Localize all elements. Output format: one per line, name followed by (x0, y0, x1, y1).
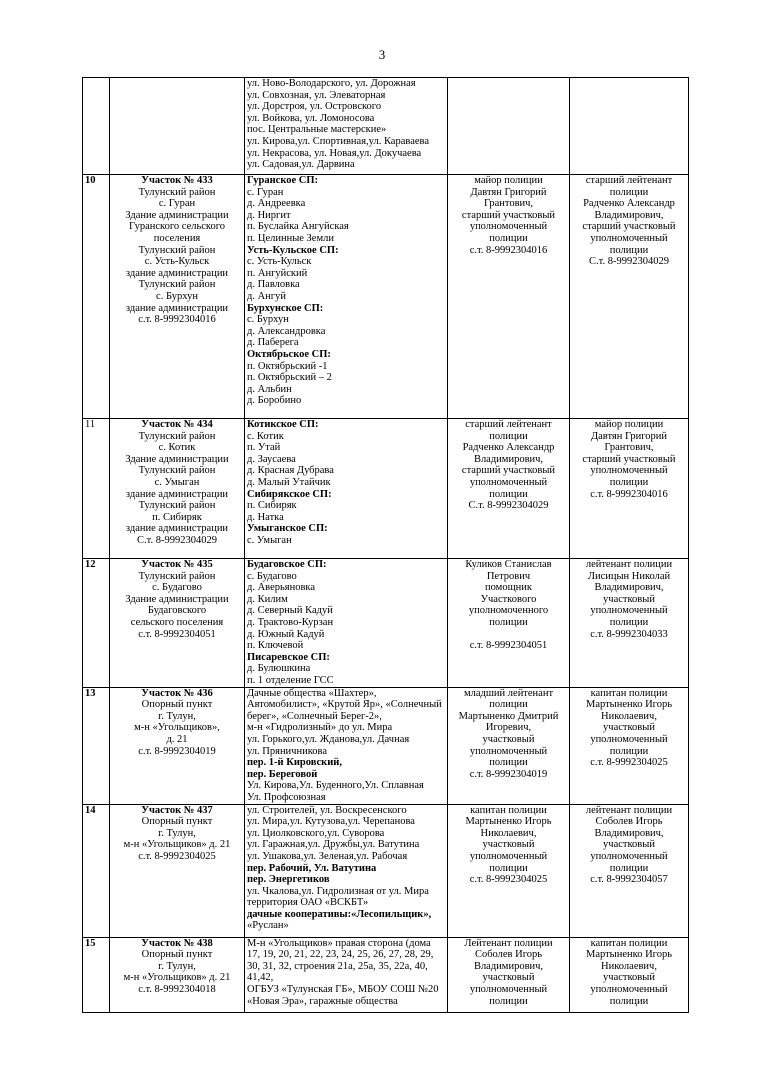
streets-cell-line: пер. Береговой (247, 768, 318, 780)
station-cell-line: с.т. 8-9992304019 (138, 745, 216, 757)
station-cell-line: с. Усть-Кульск (144, 256, 210, 268)
deputy-cell-line: Владимирович, (594, 209, 664, 221)
deputy-cell-line: лейтенант полиции (585, 559, 673, 570)
station-cell (110, 937, 245, 1012)
streets-cell-line: ул. Ново-Володарского, ул. Дорожная (247, 78, 416, 89)
officer-cell (448, 419, 570, 559)
officer-cell (448, 175, 570, 419)
streets-cell-line: Умыганское СП: (247, 523, 328, 535)
officer-cell-line: уполномоченный (469, 221, 548, 233)
streets-cell-line: пер. Рабочий, Ул. Ватутина (247, 862, 377, 874)
officer-cell-line: Давтян Григорий (470, 186, 547, 198)
officer-cell-line: Участкового (480, 593, 537, 605)
deputy-cell-line: уполномоченный (590, 850, 668, 862)
officer-cell-line: уполномоченный (469, 983, 548, 995)
station-cell-line: с. Котик (158, 442, 196, 454)
deputy-cell-line: полиции (609, 186, 649, 198)
streets-cell-line: Ул. Профсоюзная (247, 791, 326, 803)
station-cell-line: поселения (153, 232, 201, 244)
deputy-cell-line: уполномоченный (590, 605, 668, 617)
streets-cell-line: 17, 19, 20, 21, 22, 23, 24, 25, 26, 27, 28, 29, (247, 949, 434, 961)
officer-cell-line: полиции (489, 699, 528, 711)
row-number: 14 (83, 804, 110, 937)
officer-cell (448, 937, 570, 1012)
station-cell-line: м-н «Угольщиков», (134, 722, 220, 734)
streets-cell-line: с. Бурхун (247, 314, 289, 326)
station-cell-line: Тулунский район (138, 465, 216, 477)
deputy-cell-line: полиции (609, 995, 649, 1007)
streets-cell-line: «Новая Эра», гаражные общества (247, 995, 398, 1007)
streets-cell-line: Ул. Кирова,Ул. Буденного,Ул. Сплавная (247, 780, 424, 792)
station-cell (110, 419, 245, 559)
streets-cell-line: Гуранское СП: (247, 175, 319, 186)
officer-cell-line: Грантович, (483, 198, 534, 210)
station-cell-line: с. Будагово (152, 582, 202, 594)
streets-cell-line: п. Ангуйский (247, 267, 308, 279)
officer-cell-line: участковый (482, 972, 535, 984)
streets-cell-line: ул. Садовая,ул. Дарвина (247, 159, 355, 171)
deputy-cell-line: уполномоченный (590, 465, 668, 477)
streets-cell-line: п. Ключевой (247, 640, 304, 652)
station-cell-line: Тулунский район (138, 279, 216, 291)
officer-cell (448, 559, 570, 688)
station-cell-line: г. Тулун, (158, 710, 196, 722)
streets-cell-line: Бурхунское СП: (247, 302, 324, 314)
deputy-cell-line: Соболев Игорь (595, 816, 663, 828)
station-cell-line: здание администрации (125, 523, 229, 535)
streets-cell-line: д. Красная Дубрава (247, 465, 334, 477)
station-cell-line: с. Бурхун (156, 290, 198, 302)
deputy-cell-line: уполномоченный (590, 983, 668, 995)
deputy-cell-line: Владимирович, (594, 827, 664, 839)
streets-cell-line: Писаревское СП: (247, 651, 330, 663)
streets-cell-line: д. Альбин (247, 383, 292, 395)
streets-cell-line: п. Сибиряк (247, 500, 297, 512)
deputy-cell-line: участковый (603, 593, 655, 605)
officer-cell-line: Владимирович, (473, 960, 544, 972)
streets-cell-line: д. Малый Утайчик (247, 476, 331, 488)
officer-cell-line: полиции (489, 232, 528, 244)
streets-cell-line: ОГБУЗ «Тулунская ГБ», МБОУ СОШ №20 (247, 983, 439, 995)
streets-cell (245, 175, 448, 419)
streets-cell-line: берег», «Солнечный Берег-2», (247, 710, 382, 722)
station-cell-line: с.т. 8-9992304018 (138, 983, 216, 995)
station-cell-line: Здание администрации (125, 453, 229, 465)
table-row (83, 937, 689, 1012)
streets-cell-line: с. Будагово (247, 570, 297, 582)
deputy-cell-line: уполномоченный (590, 733, 668, 745)
streets-cell-line: ул. Строителей, ул. Воскресенского (247, 804, 407, 816)
row-number: 12 (83, 559, 110, 688)
station-cell-line: Тулунский район (138, 186, 216, 198)
streets-cell-line: ул. Кирова,ул. Спортивная,ул. Караваева (247, 135, 430, 147)
streets-cell-line: д. Александровка (247, 325, 326, 337)
station-cell-line: Тулунский район (138, 430, 216, 442)
station-cell-line: г. Тулун, (158, 960, 196, 972)
streets-cell-line: М-н «Угольщиков» правая сторона (дома (247, 937, 431, 949)
deputy-cell-line: майор полиции (594, 419, 664, 430)
streets-cell-line: д. Паберега (247, 337, 299, 349)
station-cell-line: Здание администрации (125, 209, 229, 221)
station-cell-line: Участок № 434 (141, 419, 213, 430)
deputy-cell-line: с.т. 8-9992304016 (590, 488, 668, 500)
station-cell-line: Будаговского (147, 605, 207, 617)
deputy-cell-line: Мартыненко Игорь (585, 949, 672, 961)
officer-cell-line: старший участковый (461, 465, 556, 477)
deputy-cell (570, 804, 689, 937)
station-cell (110, 687, 245, 804)
streets-cell-line: ул. Мира,ул. Кутузова,ул. Черепанова (247, 816, 415, 828)
officer-cell-line: полиции (489, 488, 528, 500)
station-cell (110, 78, 245, 175)
station-cell-line: Тулунский район (138, 570, 216, 582)
row-number (83, 78, 110, 175)
streets-cell (245, 419, 448, 559)
streets-cell-line: ул. Пряничникова (247, 745, 327, 757)
officer-cell-line: Радченко Александр (462, 442, 555, 454)
streets-cell-line: д. Павловка (247, 279, 300, 291)
station-cell-line: п. Сибиряк (152, 511, 202, 523)
streets-cell-line: д. Натка (247, 511, 284, 523)
streets-cell-line: Сибирякское СП: (247, 488, 332, 500)
streets-cell-line: ул. Гаражная,ул. Дружбы,ул. Ватутина (247, 839, 420, 851)
streets-cell-line: д. Трактово-Курзан (247, 616, 334, 628)
streets-cell (245, 687, 448, 804)
streets-cell-line: с. Умыган (247, 534, 292, 546)
streets-cell-line: с. Усть-Кульск (247, 256, 312, 268)
streets-cell-line: пер. 1-й Кировский, (247, 757, 342, 769)
officer-cell-line: С.т. 8-9992304029 (468, 500, 549, 512)
streets-cell-line: п. Буслайка Ангуйская (247, 221, 349, 233)
station-cell-line: с. Гуран (158, 198, 196, 210)
officer-cell-line: уполномоченный (469, 476, 548, 488)
deputy-cell-line: С.т. 8-9992304029 (589, 256, 669, 268)
station-cell-line: Участок № 436 (141, 687, 213, 699)
officer-cell-line: уполномоченный (469, 850, 548, 862)
deputy-cell (570, 419, 689, 559)
officer-cell-line: уполномоченного (468, 605, 549, 617)
row-number: 10 (83, 175, 110, 419)
station-cell-line: Тулунский район (138, 244, 216, 256)
table-row (83, 419, 689, 559)
streets-cell-line: д. Аверьяновка (247, 582, 316, 594)
streets-cell (245, 78, 448, 175)
streets-cell-line: п. Октябрьский -1 (247, 360, 328, 372)
deputy-cell-line: полиции (609, 244, 649, 256)
station-cell (110, 559, 245, 688)
deputy-cell-line: полиции (609, 862, 649, 874)
officer-cell-line: Лейтенант полиции (464, 937, 553, 949)
station-cell (110, 175, 245, 419)
officer-cell-line: участковый (482, 839, 535, 851)
station-cell-line: м-н «Угольщиков» д. 21 (123, 839, 231, 851)
row-number: 11 (83, 419, 110, 559)
deputy-cell-line: Лисицын Николай (587, 570, 671, 582)
streets-cell-line: ул. Чкалова,ул. Гидролизная от ул. Мира (247, 885, 429, 897)
station-cell-line: Опорный пункт (141, 816, 213, 828)
streets-cell-line: д. Заусаева (247, 453, 296, 465)
streets-cell-line: территория ОАО «ВСКБТ» (247, 897, 369, 909)
station-cell-line: здание администрации (125, 302, 229, 314)
streets-cell-line: п. Октябрьский – 2 (247, 372, 332, 384)
officer-cell-line: Игоревич, (485, 722, 532, 734)
officer-cell-line: с.т. 8-9992304025 (469, 874, 548, 886)
deputy-cell-line: капитан полиции (590, 687, 668, 699)
streets-cell-line: дачные кооперативы:«Лесопильщик», (247, 908, 432, 920)
officer-cell-line (450, 629, 567, 641)
deputy-cell (570, 78, 689, 175)
streets-cell-line: д. Андреевка (247, 198, 306, 210)
streets-cell (245, 937, 448, 1012)
station-cell-line: здание администрации (125, 488, 229, 500)
station-cell (110, 804, 245, 937)
streets-cell-line: Автомобилист», «Крутой Яр», «Солнечный (247, 699, 442, 711)
station-cell-line: здание администрации (125, 267, 229, 279)
deputy-cell-line: с.т. 8-9992304025 (590, 757, 668, 769)
streets-cell-line: Октябрьское СП: (247, 348, 331, 360)
streets-cell-line: д. Булюшкина (247, 663, 311, 675)
streets-cell-line: п. Утай (247, 442, 281, 454)
officer-cell-line: с.т. 8-9992304016 (469, 244, 548, 256)
streets-cell-line: ул. Войкова, ул. Ломоносова (247, 112, 375, 124)
officer-cell-line: старший участковый (461, 209, 556, 221)
streets-cell-line: Усть-Кульское СП: (247, 244, 339, 256)
officer-cell-line: с.т. 8-9992304051 (469, 640, 548, 652)
station-cell-line: м-н «Угольщиков» д. 21 (123, 972, 231, 984)
deputy-cell (570, 687, 689, 804)
streets-cell-line: п. 1 отделение ГСС (247, 674, 334, 686)
station-cell-line: с.т. 8-9992304051 (138, 628, 216, 640)
officer-cell-line: Николаевич, (480, 827, 537, 839)
table-row (83, 559, 689, 688)
deputy-cell-line: участковый (603, 839, 655, 851)
deputy-cell-line: полиции (609, 745, 649, 757)
officer-cell-line: Соболев Игорь (474, 949, 543, 961)
officer-cell-line: капитан полиции (470, 804, 547, 816)
officer-cell-line: Мартыненко Игорь (465, 816, 552, 828)
streets-cell-line: Котикское СП: (247, 419, 319, 430)
deputy-cell (570, 559, 689, 688)
station-cell-line: с. Умыган (154, 476, 200, 488)
deputy-cell-line: Владимирович, (594, 582, 664, 594)
deputy-cell-line: старший лейтенант (585, 175, 673, 186)
deputy-cell-line: уполномоченный (590, 232, 668, 244)
station-cell-line: Участок № 435 (141, 559, 213, 570)
officer-cell-line: полиции (489, 757, 528, 769)
streets-cell-line: 41,42, (247, 972, 274, 984)
table-row (83, 804, 689, 937)
deputy-cell (570, 937, 689, 1012)
table-row (83, 687, 689, 804)
deputy-cell-line: Николаевич, (601, 960, 657, 972)
deputy-cell-line: старший участковый (582, 221, 676, 233)
officer-cell-line: Владимирович, (473, 453, 544, 465)
station-cell-line: сельского поселения (130, 616, 224, 628)
station-cell-line: Опорный пункт (141, 949, 213, 961)
row-number: 13 (83, 687, 110, 804)
streets-cell-line: ул. Некрасова, ул. Новая,ул. Докучаева (247, 147, 422, 159)
deputy-cell (570, 175, 689, 419)
page-number: 3 (378, 47, 386, 62)
streets-cell-line: с. Гуран (247, 186, 284, 198)
station-cell-line: Опорный пункт (141, 699, 213, 711)
deputy-cell-line: с.т. 8-9992304033 (590, 628, 668, 640)
deputy-cell-line: участковый (603, 722, 655, 734)
officer-cell-line: младший лейтенант (463, 687, 554, 699)
officer-cell-line: помощник (485, 582, 532, 594)
station-cell-line: Гуранского сельского (128, 221, 226, 233)
deputy-cell-line: Мартыненко Игорь (585, 699, 672, 711)
officer-cell-line: Куликов Станислав (465, 559, 552, 570)
row-number: 15 (83, 937, 110, 1012)
deputy-cell-line: Грантович, (604, 442, 654, 454)
streets-cell-line: ул. Циолковского,ул. Суворова (247, 827, 385, 839)
streets-cell-line: д. Южный Кадуй (247, 628, 325, 640)
streets-cell-line: д. Северный Кадуй (247, 605, 333, 617)
streets-cell-line: пер. Энергетиков (247, 874, 330, 886)
deputy-cell-line: старший участковый (582, 453, 676, 465)
streets-cell-line: 30, 31, 32, строения 21а, 25а, 35, 22а, 40, (247, 960, 428, 972)
officer-cell (448, 78, 570, 175)
officer-cell-line: участковый (482, 733, 535, 745)
officer-cell (448, 804, 570, 937)
station-cell-line: Участок № 433 (141, 175, 213, 186)
deputy-cell-line: полиции (609, 476, 649, 488)
officer-cell-line: полиции (489, 995, 528, 1007)
officer-cell-line: полиции (489, 616, 528, 628)
streets-cell-line: ул. Ушакова,ул. Зеленая,ул. Рабочая (247, 850, 408, 862)
streets-cell-line: ул. Совхозная, ул. Элеваторная (247, 89, 386, 101)
deputy-cell-line: капитан полиции (590, 937, 668, 949)
streets-cell (245, 559, 448, 688)
station-cell-line: с.т. 8-9992304025 (138, 850, 216, 862)
deputy-cell-line: полиции (609, 616, 649, 628)
officer-cell-line: Мартыненко Дмитрий (458, 710, 559, 722)
streets-cell-line: д. Боробино (247, 395, 302, 407)
deputy-cell-line: Николаевич, (601, 710, 657, 722)
officer-cell-line: полиции (489, 430, 528, 442)
streets-cell-line: Будаговское СП: (247, 559, 327, 570)
officer-cell-line: с.т. 8-9992304019 (469, 768, 548, 780)
streets-cell-line: д. Ангуй (247, 290, 286, 302)
station-cell-line: Участок № 437 (141, 804, 213, 816)
deputy-cell-line: с.т. 8-9992304057 (590, 874, 668, 886)
officer-cell-line: майор полиции (474, 175, 543, 186)
station-cell-line: с.т. 8-9992304016 (138, 314, 216, 326)
streets-cell-line: ул. Дорстроя, ул. Островского (247, 101, 382, 113)
streets-cell-line: «Руслан» (247, 920, 289, 932)
officer-cell-line: полиции (489, 862, 528, 874)
table-row (83, 175, 689, 419)
deputy-cell-line: участковый (603, 972, 655, 984)
streets-cell-line: д. Ниргит (247, 209, 291, 221)
station-cell-line: д. 21 (166, 733, 188, 745)
streets-cell-line: д. Килим (247, 593, 288, 605)
station-cell-line: г. Тулун, (158, 827, 196, 839)
officer-cell-line: уполномоченный (469, 745, 548, 757)
streets-cell (245, 804, 448, 937)
officer-cell (448, 687, 570, 804)
deputy-cell-line: Давтян Григорий (590, 430, 668, 442)
station-cell-line: Тулунский район (138, 500, 216, 512)
streets-cell-line: ул. Горького,ул. Жданова,ул. Дачная (247, 733, 410, 745)
station-cell-line: Участок № 438 (141, 937, 213, 949)
officer-cell-line: Петрович (486, 570, 531, 582)
deputy-cell-line: лейтенант полиции (585, 804, 673, 816)
streets-cell-line: Дачные общества «Шахтер», (247, 687, 377, 699)
streets-cell-line: п. Целинные Земли (247, 232, 334, 244)
table-row (83, 78, 689, 175)
streets-cell-line: м-н «Гидролизный» до ул. Мира (247, 722, 393, 734)
station-cell-line: Здание администрации (125, 593, 229, 605)
officer-cell-line: старший лейтенант (465, 419, 552, 430)
precinct-table (82, 77, 689, 1013)
station-cell-line: С.т. 8-9992304029 (137, 534, 217, 546)
deputy-cell-line: Радченко Александр (583, 198, 675, 210)
streets-cell-line: пос. Центральные мастерские» (247, 124, 387, 136)
streets-cell-line: с. Котик (247, 430, 284, 442)
